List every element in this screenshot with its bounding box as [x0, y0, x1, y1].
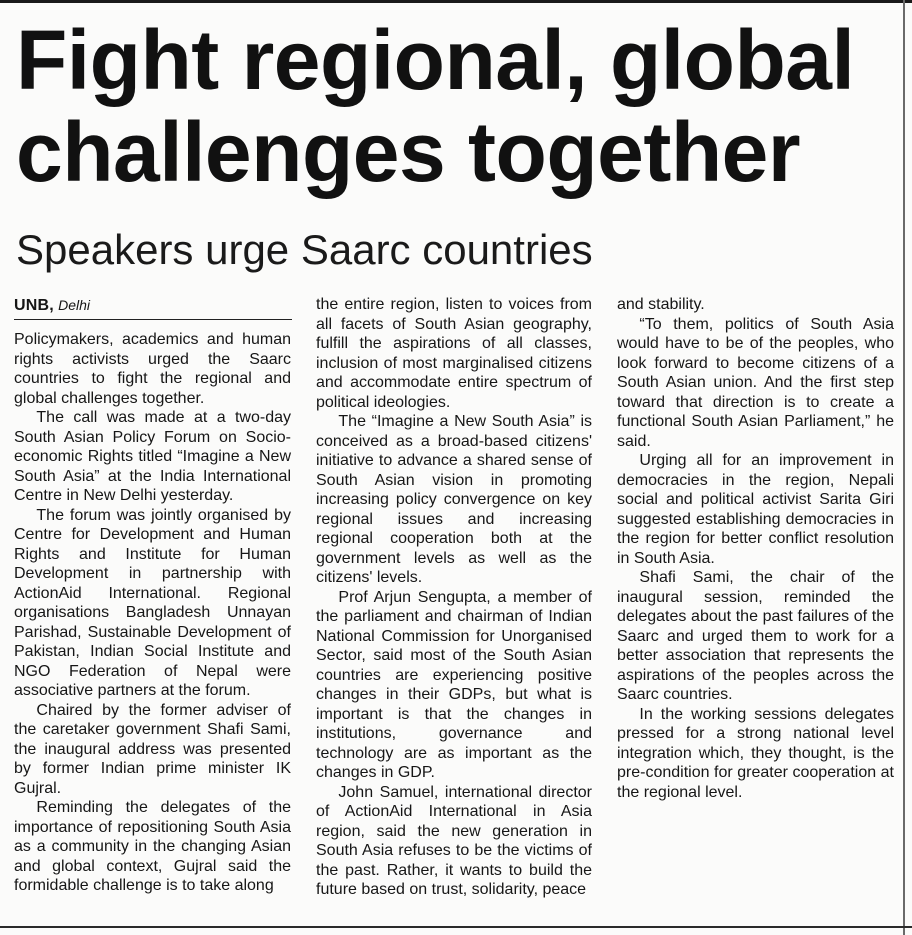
byline-agency: UNB,: [14, 297, 54, 314]
article-paragraph-8-cont: and stability.: [617, 296, 705, 313]
article-paragraph-4: Chaired by the former adviser of the caretaker government Shafi Sami, the inaugural address was presented by former Indian prime minister IK Gujral.: [14, 701, 291, 797]
article-paragraph-1: Policymakers, academics and human rights activists urged the Saarc countries to fight the regional and global challenges together.: [14, 331, 291, 407]
article-paragraph-6: The “Imagine a New South Asia” is conceived as a broad-based citizens' initiative to advance a shared sense of South Asian vision in promoting increasing policy convergence on key regional issues and increasing regional cooperation both at the government levels as well as the citizens' levels.: [316, 413, 592, 586]
headline-line-2: challenges together: [16, 105, 801, 199]
article-paragraph-5-cont: the entire region, listen to voices from all facets of South Asian geography, fulfill the aspirations of all classes, inclusion of most marginalised citizens and accommodate entire spectrum of political ideologies.: [316, 296, 592, 411]
article-paragraph-5: Reminding the delegates of the importance of repositioning South Asia as a community in the changing Asian and global context, Gujral said the formidable challenge is to take along: [14, 799, 291, 894]
article-column-2: [316, 295, 592, 900]
article-paragraph-9: “To them, politics of South Asia would have to be of the peoples, who look forward to become citizens of a South Asian union. And the first step toward that direction is to create a functional South Asian Parliament,” he said.: [617, 315, 894, 450]
article-paragraph-10: Urging all for an improvement in democracies in the region, Nepali social and political activist Sarita Giri suggested establishing democracies in the region for better conflict resolution in South Asia.: [617, 452, 894, 567]
article-paragraph-12: In the working sessions delegates pressed for a strong national level integration which, they thought, is the pre-condition for greater cooperation at the regional level.: [617, 705, 894, 801]
article-column-3: [617, 295, 894, 802]
article-column-1: [14, 330, 291, 896]
bottom-rule: [0, 926, 912, 928]
headline-line-1: Fight regional, global: [16, 13, 855, 107]
article-paragraph-2: The call was made at a two-day South Asian Policy Forum on Socio-economic Rights titled “Imagine a New South Asia” at the India International Centre in New Delhi yesterday.: [14, 409, 291, 504]
article-paragraph-3: The forum was jointly organised by Centre for Development and Human Rights and Institute for Human Development in partnership with ActionAid International. Regional organisations Bangladesh Unnayan Parishad, Sustainable Development of Pakistan, Indian Social Institute and NGO Federation of Nepal were associative partners at the forum.: [14, 506, 291, 699]
subheadline: Speakers urge Saarc countries: [16, 226, 593, 273]
article-paragraph-11: Shafi Sami, the chair of the inaugural session, reminded the delegates about the past failures of the Saarc and urged them to work for a better association that represents the aspirations of the peoples across the Saarc countries.: [617, 569, 894, 703]
headline: [16, 14, 896, 198]
byline-place: Delhi: [58, 297, 90, 313]
top-rule: [0, 0, 912, 3]
byline: [14, 296, 292, 320]
article-paragraph-7: Prof Arjun Sengupta, a member of the parliament and chairman of Indian National Commission for Unorganised Sector, said most of the South Asian countries are experiencing positive changes in their GDPs, but what is important is that the changes in institutions, governance and technology are as important as the changes in GDP.: [316, 588, 592, 781]
right-rule: [903, 0, 905, 935]
article-paragraph-8: John Samuel, international director of ActionAid International in Asia region, said the new generation in South Asia refuses to be the victims of the past. Rather, it wants to build the future based on trust, solidarity, peace: [316, 783, 592, 898]
